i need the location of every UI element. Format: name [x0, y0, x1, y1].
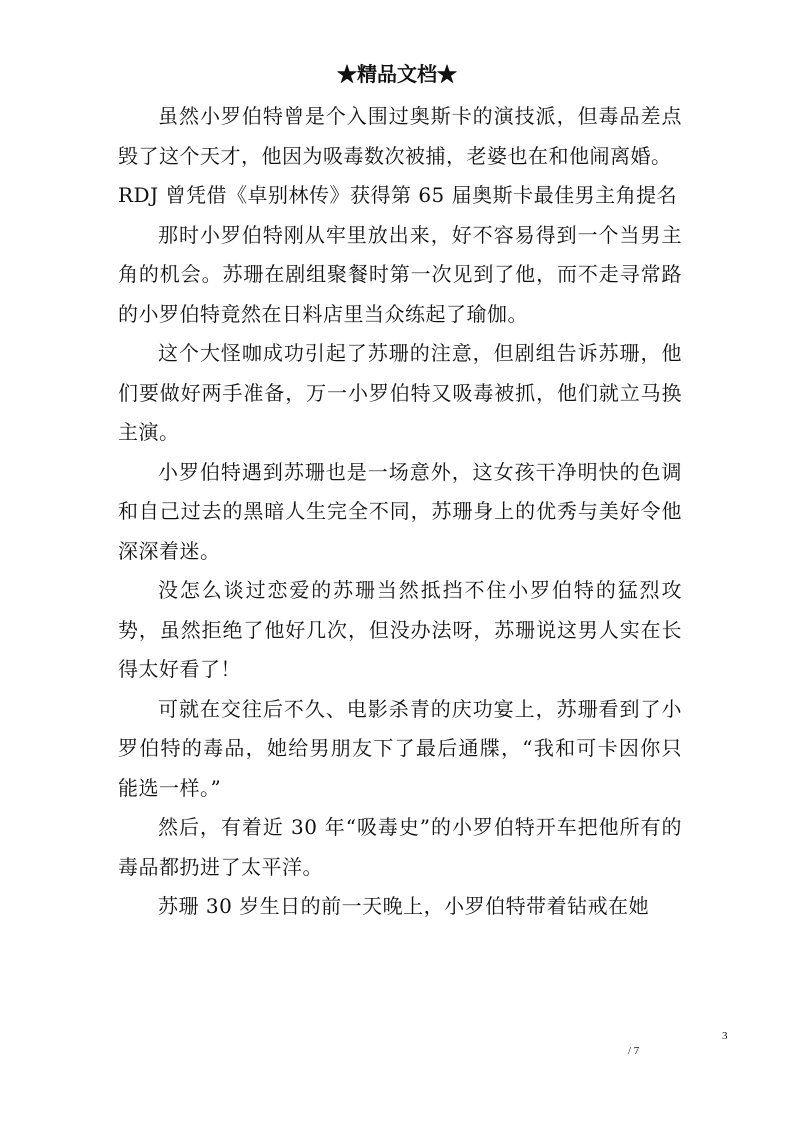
paragraph-4: 这个大怪咖成功引起了苏珊的注意，但剧组告诉苏珊，他们要做好两手准备，万一小罗伯特又吸毒被抓，他们就立马换主演。	[118, 341, 682, 444]
paragraph-9: 苏珊 30 岁生日的前一天晚上，小罗伯特带着钻戒在她	[158, 894, 650, 918]
paragraph-1: 虽然小罗伯特曾是个入围过奥斯卡的演技派，但毒品差点毁了这个天才，他因为吸毒数次被捕，老婆也在和他闹离婚。	[118, 104, 682, 168]
page-number: 3	[722, 1030, 728, 1042]
page-total: / 7	[628, 1045, 640, 1057]
paragraph-7: 可就在交往后不久、电影杀青的庆功宴上，苏珊看到了小罗伯特的毒品，她给男朋友下了最后通牒，“我和可卡因你只能选一样。”	[118, 696, 682, 800]
paragraph-8: 然后，有着近 30 年“吸毒史”的小罗伯特开车把他所有的毒品都扔进了太平洋。	[118, 815, 682, 879]
paragraph-2-caption: RDJ 曾凭借《卓别林传》获得第 65 届奥斯卡最佳男主角提名	[118, 183, 678, 207]
page-header-title: ★精品文档★	[337, 62, 457, 86]
document-body	[118, 97, 682, 927]
paragraph-6: 没怎么谈过恋爱的苏珊当然抵挡不住小罗伯特的猛烈攻势，虽然拒绝了他好几次，但没办法呀，苏珊说这男人实在长得太好看了！	[118, 578, 682, 681]
paragraph-3: 那时小罗伯特刚从牢里放出来，好不容易得到一个当男主角的机会。苏珊在剧组聚餐时第一次见到了他，而不走寻常路的小罗伯特竟然在日料店里当众练起了瑜伽。	[118, 222, 682, 326]
paragraph-5: 小罗伯特遇到苏珊也是一场意外，这女孩干净明快的色调和自己过去的黑暗人生完全不同，苏珊身上的优秀与美好令他深深着迷。	[118, 459, 682, 563]
